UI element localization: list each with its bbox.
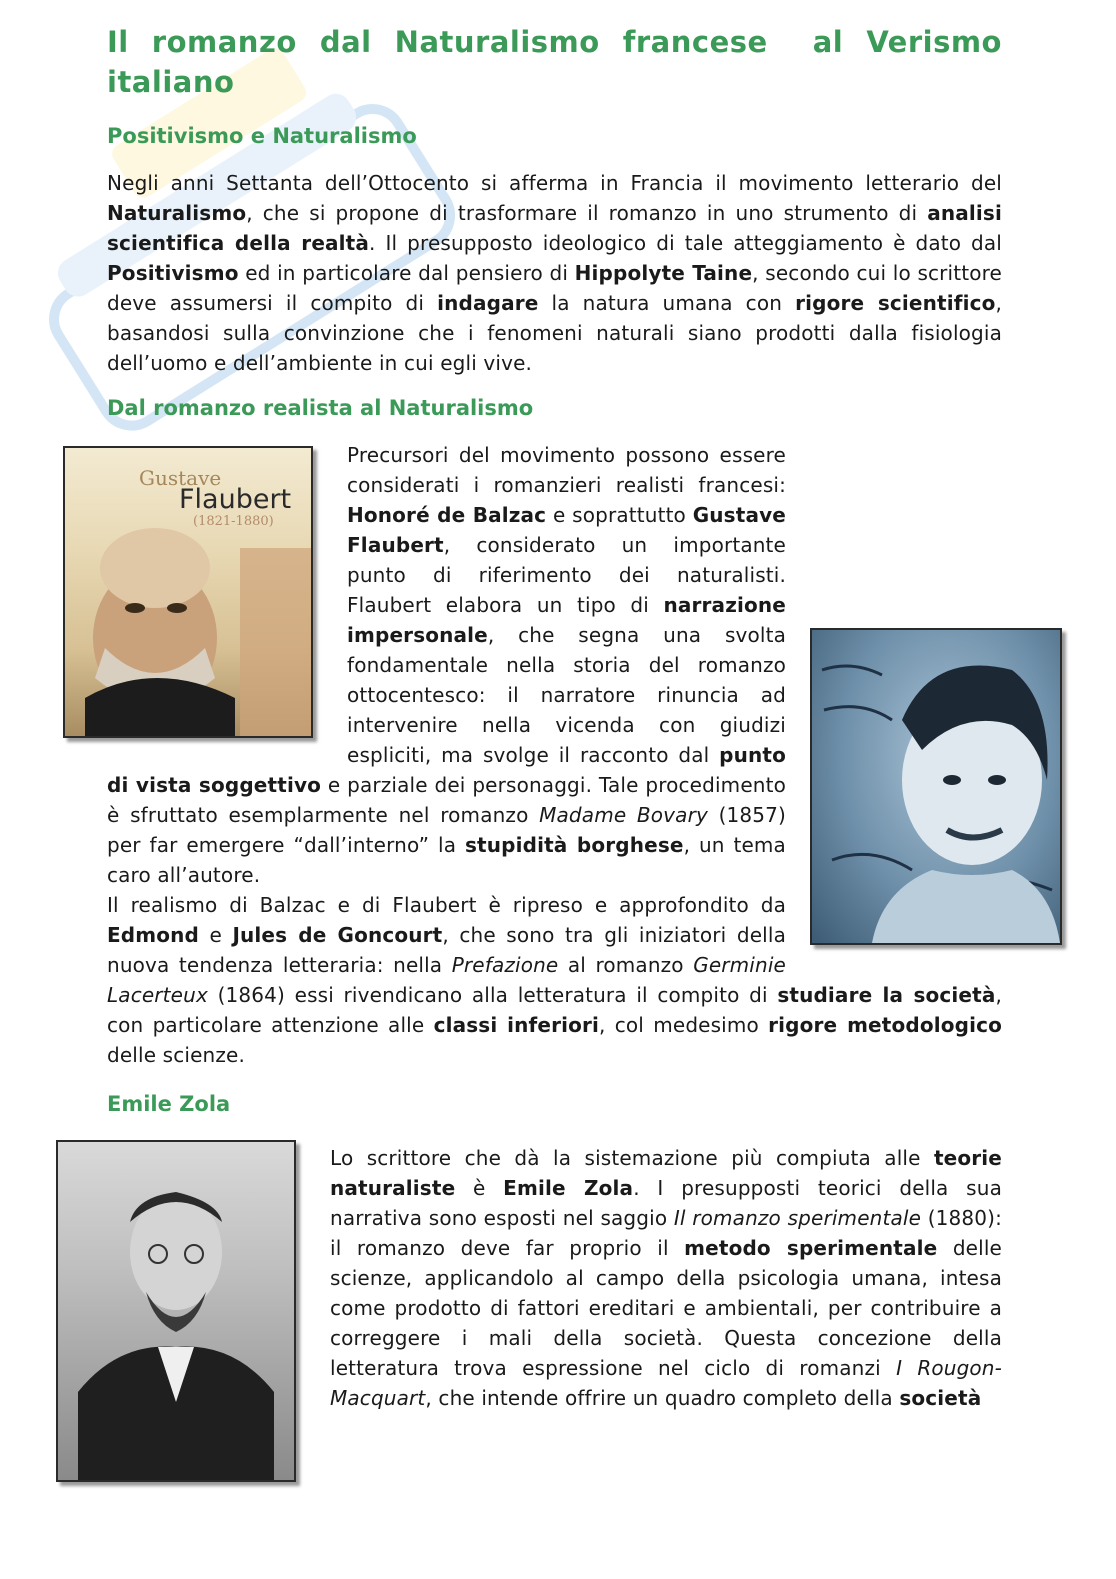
section-romanzo-realista — [107, 440, 1002, 1070]
p4-run: teorie naturaliste — [330, 1146, 1002, 1200]
balzac-portrait — [810, 628, 1062, 945]
p1-run: la natura umana con — [538, 291, 796, 315]
p3-run: al romanzo — [558, 953, 694, 977]
p2-run: , considerato un importante punto di riferimento dei naturalisti. Flaubert elabora un tipo di — [347, 533, 786, 617]
p1-run: , che si propone di trasformare il romanzo in uno strumento di — [246, 201, 928, 225]
p3-run: classi inferiori — [433, 1013, 600, 1037]
p1-run: , secondo cui lo scrittore deve assumersi il compito di — [107, 261, 1002, 315]
p2-run: narrazione impersonale — [347, 593, 786, 647]
zola-portrait — [56, 1140, 296, 1482]
p4-run: Il romanzo sperimentale — [673, 1206, 922, 1230]
p4-run: , che intende offrire un quadro completo della — [425, 1386, 900, 1410]
p3-run: (1864) essi rivendicano alla letteratura il compito di — [207, 983, 778, 1007]
p1-run: Naturalismo — [107, 201, 247, 225]
p4-run: . I presupposti teorici della sua narrativa sono esposti nel saggio — [330, 1176, 1002, 1230]
p4-run: delle scienze, applicandolo al campo della psicologia umana, intesa come prodotto di fattori ereditari e ambientali, per contribuire a correggere i mali della società. Questa concezione della letteratura trova espressione nel ciclo di romanzi — [330, 1236, 1002, 1380]
p3-run: , col medesimo — [599, 1013, 769, 1037]
p1-run: Positivismo — [107, 261, 239, 285]
p1-run: ed in particolare dal pensiero di — [238, 261, 575, 285]
p4-run: metodo sperimentale — [684, 1236, 938, 1260]
p2-run: e soprattutto — [546, 503, 693, 527]
page-title: Il romanzo dal Naturalismo francese al Verismo italiano — [107, 25, 1002, 99]
flaubert-portrait: Gustave Flaubert (1821-1880) — [63, 446, 313, 738]
p1-run: rigore scientifico — [795, 291, 996, 315]
p1-run: indagare — [437, 291, 539, 315]
p3-run: delle scienze. — [107, 1043, 245, 1067]
p1-run: , basandosi sulla convinzione che i fenomeni naturali siano prodotti dalla fisiologia dell’uomo e dell’ambiente in cui egli vive. — [107, 291, 1002, 375]
p4-run: Emile Zola — [503, 1176, 634, 1200]
p3-run: , che sono tra gli iniziatori della nuova tendenza letteraria: nella — [107, 923, 786, 977]
p2-run: Gustave Flaubert — [347, 503, 786, 557]
p1-run: . Il presupposto ideologico di tale atteggiamento è dato dal — [369, 231, 1002, 255]
p2-run: Honoré de Balzac — [347, 503, 547, 527]
p3-run: Germinie Lacerteux — [107, 953, 786, 1007]
p4-run: (1880): il romanzo deve far proprio il — [330, 1206, 1002, 1260]
p2-run: , un tema caro all’autore. — [107, 833, 786, 887]
p3-run: studiare la società — [777, 983, 996, 1007]
page-content — [107, 22, 1002, 1492]
zola-illustration — [58, 1142, 294, 1480]
p3-run: Il realismo di Balzac e di Flaubert è ripreso e approfondito da — [107, 893, 786, 917]
balzac-illustration — [812, 630, 1060, 943]
p1-run: analisi scientifica della realtà — [107, 201, 1002, 255]
p2-run: , che segna una svolta fondamentale nella storia del romanzo ottocentesco: il narratore rinuncia ad intervenire nella vicenda con giudizi espliciti, ma svolge il racconto dal — [347, 623, 786, 767]
p2-run: e parziale dei personaggi. Tale procedimento è sfruttato esemplarmente nel romanzo — [107, 773, 786, 827]
p2-run: punto di vista soggettivo — [107, 743, 786, 797]
heading-emile-zola: Emile Zola — [107, 1092, 231, 1116]
heading-romanzo-realista: Dal romanzo realista al Naturalismo — [107, 396, 534, 420]
p3-run: Edmond — [107, 923, 200, 947]
p4-run: I Rougon-Macquart — [330, 1356, 1002, 1410]
p4-run: società — [899, 1386, 982, 1410]
paragraph-positivismo — [107, 168, 1002, 378]
heading-positivismo: Positivismo e Naturalismo — [107, 124, 417, 148]
p2-run: (1857) per far emergere “dall’interno” la — [107, 803, 786, 857]
section-emile-zola — [107, 1138, 1002, 1413]
p4-run: è — [455, 1176, 504, 1200]
p2-run: Madame Bovary — [539, 803, 708, 827]
p2-run: stupidità borghese — [464, 833, 684, 857]
p2-run: Precursori del movimento possono essere considerati i romanzieri realisti francesi: — [347, 443, 786, 497]
p3-run: e — [199, 923, 233, 947]
p1-run: Hippolyte Taine — [574, 261, 753, 285]
p3-run: rigore metodologico — [768, 1013, 1002, 1037]
p3-run: Jules de Goncourt — [232, 923, 443, 947]
p3-run: Prefazione — [451, 953, 559, 977]
p3-run: , con particolare attenzione alle — [107, 983, 1002, 1037]
p1-run: Negli anni Settanta dell’Ottocento si afferma in Francia il movimento letterario del — [107, 171, 1002, 195]
p4-run: Lo scrittore che dà la sistemazione più compiuta alle — [330, 1146, 934, 1170]
